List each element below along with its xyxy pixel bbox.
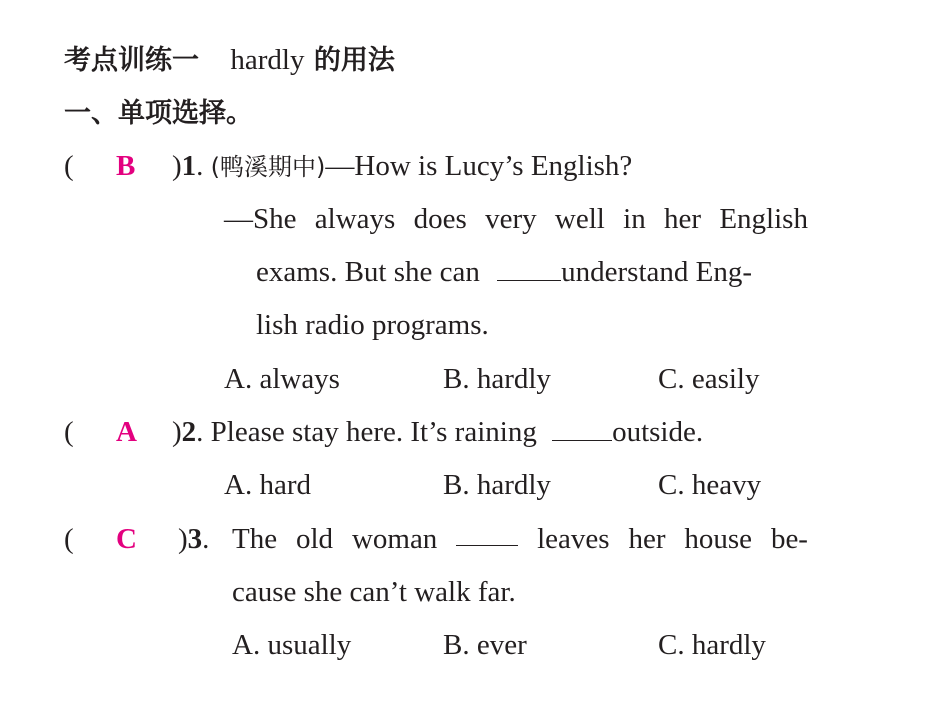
option-a: A. always (224, 363, 340, 395)
question-number: 3 (187, 523, 203, 555)
word: leaves (537, 523, 610, 555)
word: —She (224, 203, 297, 235)
option-a: A. usually (232, 629, 352, 661)
word: her (664, 203, 702, 235)
question-2-stem (172, 414, 703, 450)
option-b: B. ever (443, 629, 527, 661)
option-b: B. hardly (443, 469, 551, 501)
answer-q3: C (116, 523, 137, 555)
question-number-dot: . (202, 523, 210, 555)
text-before-blank: exams. But she can (256, 256, 480, 288)
answer-open-paren: ( (64, 523, 74, 555)
answer-close-paren: ) (178, 523, 188, 555)
answer-open-paren: ( (64, 150, 74, 182)
text-before-blank: Please stay here. It’s raining (210, 416, 537, 448)
option-c: C. hardly (658, 629, 766, 661)
question-number-dot: . (196, 416, 211, 448)
word: English (719, 203, 808, 235)
option-c: C. heavy (658, 469, 762, 501)
word: very (485, 203, 537, 235)
word: The (232, 523, 278, 555)
question-number: 2 (181, 416, 197, 448)
word: old (295, 523, 334, 555)
word: woman (351, 523, 438, 555)
answer-blank (456, 521, 518, 546)
word: house (684, 523, 753, 555)
question-1-line-4: lish radio programs. (256, 309, 489, 341)
question-source: (鸭溪期中) (210, 153, 326, 181)
question-3-line-1 (232, 521, 808, 557)
section-title: 一、单项选择。 (64, 98, 253, 129)
option-c: C. easily (658, 363, 760, 395)
answer-q1: B (116, 150, 136, 182)
word: her (628, 523, 666, 555)
text-after-blank: understand Eng- (561, 256, 753, 288)
topic-prefix: 考点训练一 (64, 45, 199, 76)
question-number-dot: . (196, 150, 211, 182)
answer-blank (552, 416, 612, 441)
question-3-prefix (178, 521, 209, 557)
topic-word: hardly (230, 44, 305, 76)
question-1-line-3 (256, 254, 752, 290)
word: always (314, 203, 396, 235)
answer-blank (497, 256, 561, 281)
topic-suffix: 的用法 (313, 45, 395, 76)
text-after-blank: outside. (612, 416, 704, 448)
question-1-line-2 (224, 201, 808, 237)
option-b: B. hardly (443, 363, 551, 395)
question-number: 1 (181, 150, 197, 182)
topic-heading (64, 42, 395, 79)
word: well (554, 203, 605, 235)
word: does (413, 203, 467, 235)
answer-close-paren: ) (172, 150, 182, 182)
option-a: A. hard (224, 469, 311, 501)
question-1-stem (172, 148, 632, 185)
answer-close-paren: ) (172, 416, 182, 448)
word: in (623, 203, 646, 235)
word: be- (770, 523, 808, 555)
answer-open-paren: ( (64, 416, 74, 448)
question-1-line-1: —How is Lucy’s English? (325, 150, 633, 182)
question-3-line-2: cause she can’t walk far. (232, 576, 516, 608)
answer-q2: A (116, 416, 137, 448)
